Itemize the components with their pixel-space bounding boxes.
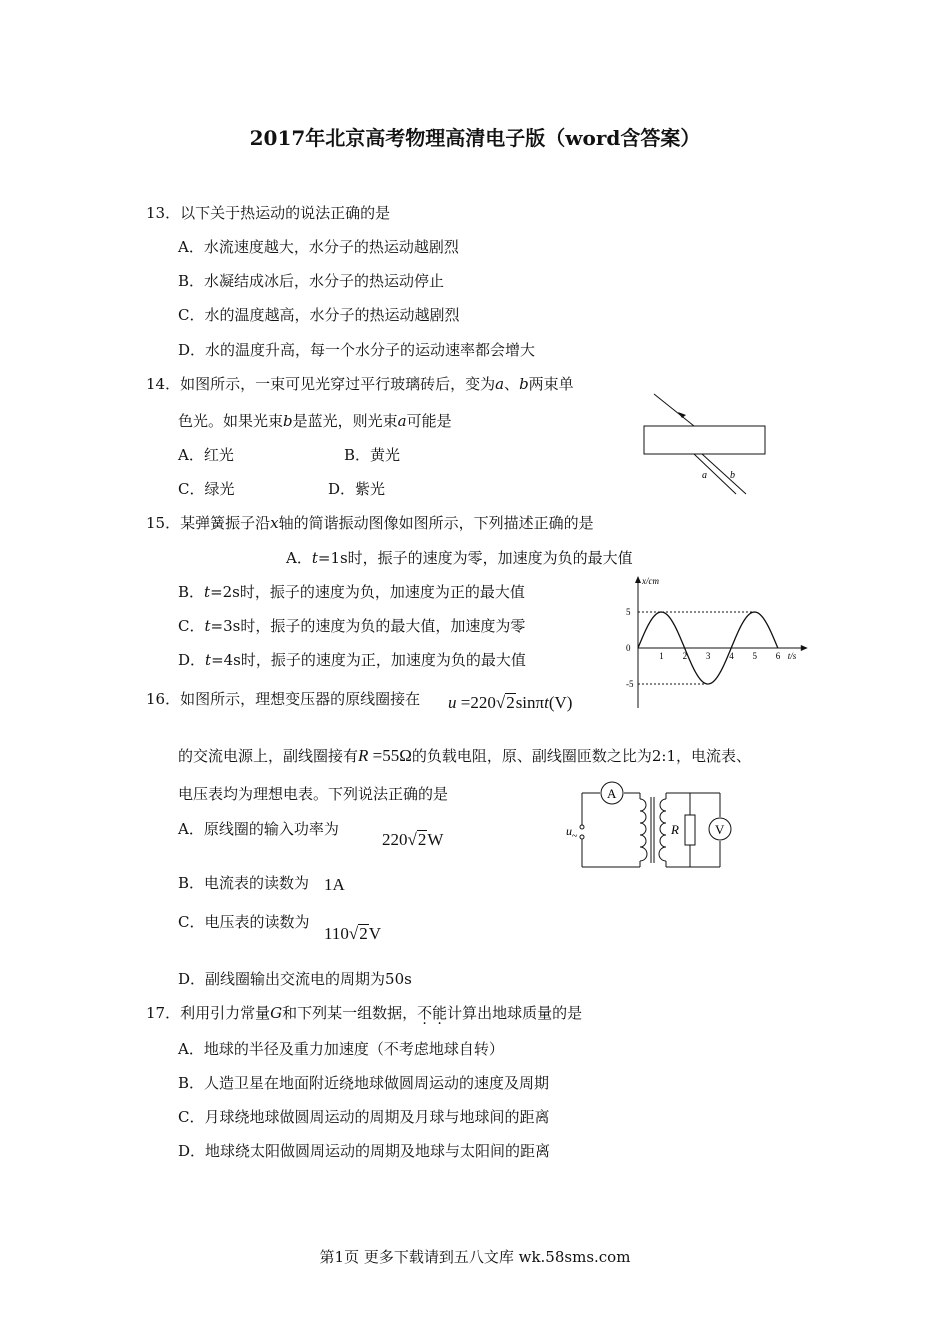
q16-option-a: A．原线圈的输入功率为: [178, 820, 339, 838]
q15-a-t: t: [311, 549, 318, 567]
label-b: b: [730, 470, 735, 481]
x-tick-label: 2: [682, 651, 688, 661]
q17-option-a: A．地球的半径及重力加速度（不考虑地球自转）: [178, 1040, 504, 1058]
q17-stem-a: 17．利用引力常量: [146, 1004, 271, 1022]
q14-b-2: b: [283, 412, 293, 430]
q14-option-c: C．绿光: [178, 480, 235, 498]
q15-b-rest: =2s时，振子的速度为负，加速度为正的最大值: [210, 583, 525, 601]
eq-unit: (V): [548, 693, 573, 712]
q14-stem2-a: 色光。如果光束: [178, 412, 284, 430]
eq-u: u: [448, 693, 457, 712]
q16-stem3: 电压表均为理想电表。下列说法正确的是: [178, 785, 449, 803]
y-tick-label: -5: [626, 679, 634, 689]
glass-slab: [644, 426, 765, 454]
x-axis-label: t/s: [787, 651, 797, 661]
q15-b-t: t: [204, 583, 211, 601]
ray-b: [702, 454, 746, 494]
q15-option-c: [178, 615, 525, 636]
q17-emph-bu: 不: [417, 1004, 433, 1022]
q16-option-b: B．电流表的读数为: [178, 874, 310, 892]
q15-stem-a: 15．某弹簧振子沿: [146, 514, 271, 532]
q14-a: a: [495, 375, 505, 393]
x-tick-label: 5: [752, 651, 757, 661]
terminal-icon: [580, 835, 584, 839]
q14-option-a: A．红光: [178, 446, 234, 464]
q15-c-pre: C．: [178, 617, 205, 635]
q15-b-pre: B．: [178, 583, 205, 601]
q17-stem: [146, 1002, 582, 1023]
q13-option-c: C．水的温度越高，水分子的热运动越剧烈: [178, 306, 460, 324]
x-tick-label: 3: [705, 651, 711, 661]
q17-stem-b: 和下列某一组数据，: [282, 1004, 418, 1022]
q15-stem: [146, 512, 594, 533]
sqrt-icon: √: [348, 924, 359, 943]
q14-stem2-b: 是蓝光，则光束: [292, 412, 398, 430]
q16-option-a-value: [382, 830, 443, 850]
q15-c-t: t: [204, 617, 211, 635]
x-axis-arrow-icon: [801, 645, 808, 651]
source-tilde-label: ~: [572, 831, 578, 842]
x-tick-label: 4: [729, 651, 734, 661]
q13-option-b: B．水凝结成冰后，水分子的热运动停止: [178, 272, 445, 290]
q13-option-a: A．水流速度越大，水分子的热运动越剧烈: [178, 238, 459, 256]
q14-stem-line1: [146, 373, 574, 394]
q16-voltage-equation: [448, 693, 572, 713]
q15-d-rest: =4s时，振子的速度为正，加速度为负的最大值: [211, 651, 526, 669]
a-rad: 2: [417, 830, 427, 849]
q14-stem2-c: 可能是: [406, 412, 452, 430]
q15-d-pre: D．: [178, 651, 206, 669]
q17-option-d: D．地球绕太阳做圆周运动的周期及地球与太阳间的距离: [178, 1142, 551, 1160]
q15-a-rest: =1s时，振子的速度为零，加速度为负的最大值: [317, 549, 633, 567]
q16-option-b-value: 1A: [324, 875, 345, 894]
eq-rad: 2: [506, 693, 515, 712]
c-unit: V: [368, 924, 381, 943]
q17-option-b: B．人造卫星在地面附近绕地球做圆周运动的速度及周期: [178, 1074, 550, 1092]
q14-stem1-end: 两束单: [528, 375, 574, 393]
y-axis-arrow-icon: [635, 576, 641, 583]
y-tick-label: 5: [626, 607, 631, 617]
y-axis-label: x/cm: [642, 576, 659, 586]
q14-sep: 、: [504, 375, 520, 393]
q14-stem-line2: [178, 410, 452, 431]
x-tick-label: 1: [659, 651, 664, 661]
primary-coil: [640, 799, 647, 861]
eq-eq: =220: [456, 693, 496, 712]
ammeter-label: A: [607, 786, 617, 801]
a-val: 220: [382, 830, 408, 849]
q15-d-t: t: [205, 651, 212, 669]
label-a: a: [702, 470, 707, 481]
q15-option-b: [178, 581, 525, 602]
q15-stem-b: 轴的简谐振动图像如图所示，下列描述正确的是: [278, 514, 594, 532]
q14-a-2: a: [397, 412, 407, 430]
sqrt-icon: √: [407, 830, 417, 849]
eq-sin: sinπ: [515, 693, 545, 712]
q14-b: b: [519, 375, 529, 393]
q15-option-d: [178, 649, 526, 670]
resistor-label: R: [671, 822, 679, 837]
q17-option-c: C．月球绕地球做圆周运动的周期及月球与地球间的距离: [178, 1108, 550, 1126]
eq-t: t: [544, 693, 549, 712]
q17-g: G: [270, 1004, 283, 1022]
q14-option-d: D．紫光: [328, 480, 386, 498]
q16-stem2-a: 的交流电源上，副线圈接有: [178, 747, 359, 765]
shm-chart: [616, 572, 816, 712]
q17-stem-c: 计算出地球质量的是: [447, 1004, 583, 1022]
q16-option-c: C．电压表的读数为: [178, 913, 310, 931]
ray-arrow-icon: [678, 412, 686, 418]
a-unit: W: [427, 830, 444, 849]
resistor: [685, 815, 695, 845]
incident-ray: [654, 394, 694, 426]
glass-slab-figure: [636, 388, 776, 498]
c-rad: 2: [359, 924, 368, 943]
y-tick-label: 0: [626, 643, 631, 653]
sqrt-icon: √: [495, 693, 506, 712]
voltmeter-label: V: [715, 822, 725, 837]
q14-stem1: 14．如图所示，一束可见光穿过平行玻璃砖后，变为: [146, 375, 496, 393]
q16-stem2-b: 的负载电阻，原、副线圈匝数之比为2:1，电流表、: [411, 747, 752, 765]
page-title: 2017年北京高考物理高清电子版（word含答案）: [249, 126, 701, 150]
q15-a-pre: A．: [286, 549, 312, 567]
q13-option-d: D．水的温度升高，每一个水分子的运动速率都会增大: [178, 341, 536, 359]
source-u-label: u: [566, 824, 572, 838]
c-val: 110: [324, 924, 349, 943]
terminal-icon: [580, 825, 584, 829]
secondary-coil: [659, 799, 666, 861]
q16-stem2: [178, 745, 751, 766]
x-tick-label: 6: [775, 651, 781, 661]
transformer-circuit: [562, 775, 742, 875]
q15-option-a: [286, 547, 633, 568]
eq-r: R: [358, 746, 369, 765]
q16-stem1: 16．如图所示，理想变压器的原线圈接在: [146, 690, 421, 708]
q16-option-d: D．副线圈输出交流电的周期为50s: [178, 970, 412, 988]
q15-c-rest: =3s时，振子的速度为负的最大值，加速度为零: [210, 617, 526, 635]
q14-option-b: B．黄光: [344, 446, 401, 464]
eq-r-val: =55Ω: [368, 746, 412, 765]
page-footer: 第1页 更多下载请到五八文库 wk.58sms.com: [319, 1248, 631, 1266]
q16-option-c-value: [324, 924, 381, 944]
q13-stem: 13．以下关于热运动的说法正确的是: [146, 204, 391, 222]
q17-emph-neng: 能: [432, 1004, 448, 1022]
q15-x: x: [270, 514, 279, 532]
